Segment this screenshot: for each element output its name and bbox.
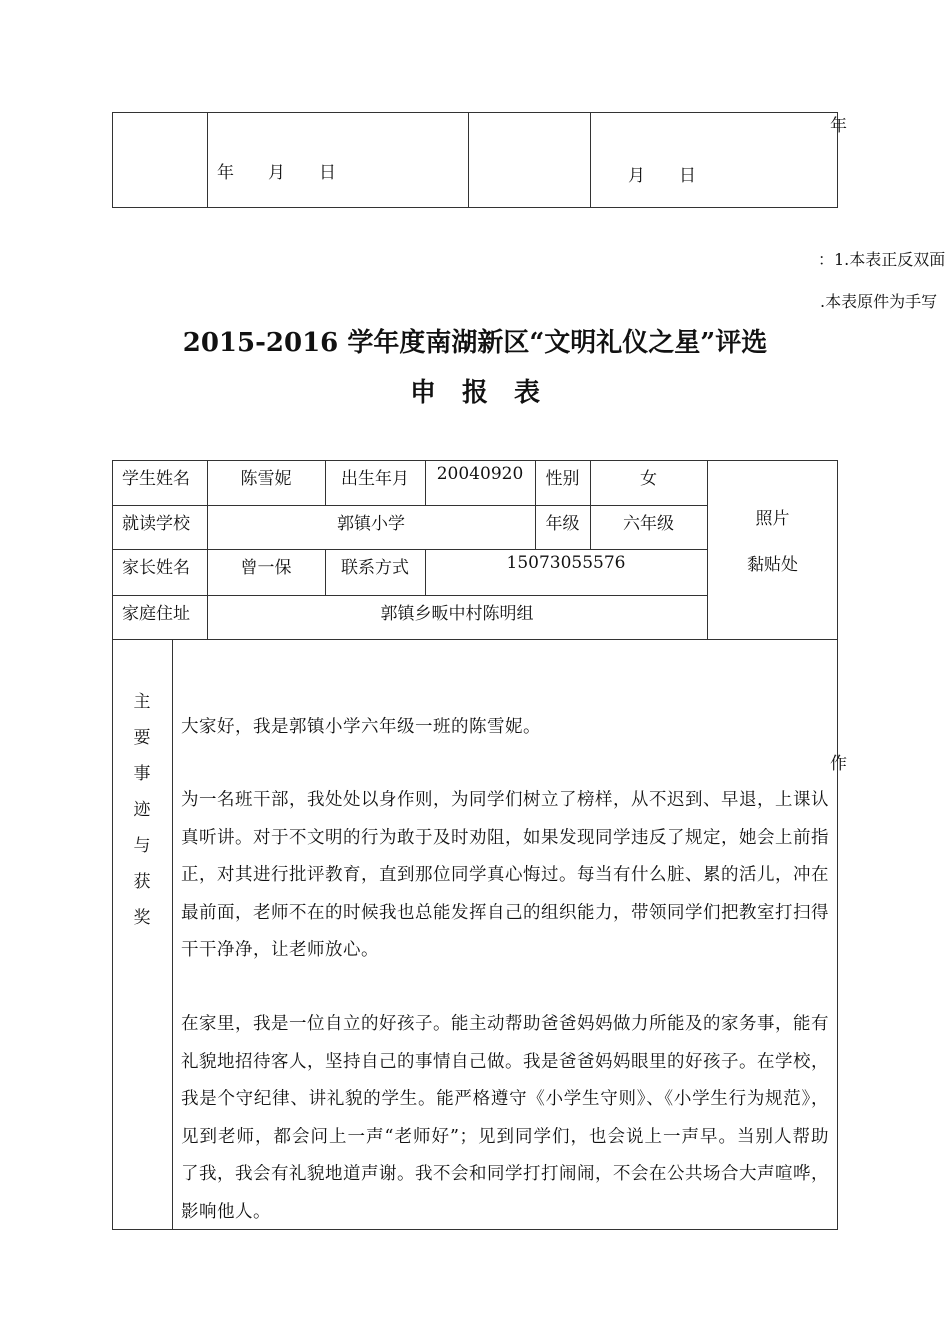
photo-label: 照片	[755, 509, 790, 529]
deeds-label-char-1: 主	[133, 692, 151, 712]
gender-label: 性别	[545, 469, 580, 489]
address-value: 郭镇乡畈中村陈明组	[380, 604, 534, 624]
gender-value: 女	[640, 469, 657, 489]
birth-value: 20040920	[436, 464, 524, 484]
note-2: .本表原件为手写	[820, 292, 938, 311]
deeds-label-char-5: 与	[133, 836, 151, 856]
grade-label: 年级	[545, 514, 580, 534]
deeds-label-char-6: 获	[133, 872, 151, 892]
deeds-paragraph-2: 在家里，我是一位自立的好孩子。能主动帮助爸爸妈妈做力所能及的家务事，能有礼貌地招待客人，坚持自己的事情自己做。我是爸爸妈妈眼里的好孩子。在学校，我是个守纪律、讲礼貌的学生。能严格遵守《小学生守则》、《小学生行为规范》，见到老师，都会问上一声“老师好”；见到同学们，也会说上一声早。当别人帮助了我，我会有礼貌地道声谢。我不会和同学打打闹闹，不会在公共场合大声喧哗，影响他人。	[181, 1014, 829, 1222]
student-name-value: 陈雪妮	[240, 469, 292, 489]
contact-label: 联系方式	[341, 558, 409, 578]
year-right: 年	[830, 116, 847, 136]
month-day-right: 月 日	[628, 166, 696, 186]
school-value: 郭镇小学	[337, 514, 405, 534]
deeds-intro: 大家好，我是郭镇小学六年级一班的陈雪妮。	[181, 717, 541, 737]
parent-value: 曾一保	[240, 558, 292, 578]
grade-value: 六年级	[623, 514, 674, 534]
form-subtitle: 申 报 表	[409, 378, 540, 408]
birth-label: 出生年月	[341, 469, 409, 489]
top-table-divider-1	[207, 112, 208, 208]
address-label: 家庭住址	[122, 604, 190, 624]
deeds-label-char-2: 要	[133, 728, 151, 748]
parent-label: 家长姓名	[122, 558, 190, 578]
deeds-label-char-4: 迹	[133, 800, 151, 820]
student-name-label: 学生姓名	[122, 469, 190, 489]
col-line-photo	[707, 460, 708, 640]
deeds-label-char-7: 奖	[133, 908, 151, 928]
margin-char: 作	[830, 754, 847, 774]
contact-value: 15073055576	[506, 553, 626, 573]
deeds-label-char-3: 事	[133, 764, 151, 784]
date-left: 年 月 日	[217, 163, 336, 183]
school-label: 就读学校	[122, 514, 190, 534]
deeds-paragraph-1: 为一名班干部，我处处以身作则，为同学们树立了榜样，从不迟到、早退，上课认真听讲。对于不文明的行为敢于及时劝阻，如果发现同学违反了规定，她会上前指正，对其进行批评教育，直到那位同学真心悔过。每当有什么脏、累的活儿，冲在最前面，老师不在的时候我也总能发挥自己的组织能力，带领同学们把教室打扫得干干净净，让老师放心。	[181, 790, 829, 960]
form-title: 2015-2016 学年度南湖新区“文明礼仪之星”评选	[182, 328, 768, 358]
top-table-divider-3	[590, 112, 591, 208]
photo-paste-label: 黏贴处	[747, 555, 798, 575]
top-table-divider-2	[468, 112, 469, 208]
note-1: ：1.本表正反双面	[818, 250, 946, 269]
top-table	[112, 112, 838, 208]
deeds-right-border	[837, 640, 838, 1230]
deeds-divider	[172, 640, 173, 1230]
